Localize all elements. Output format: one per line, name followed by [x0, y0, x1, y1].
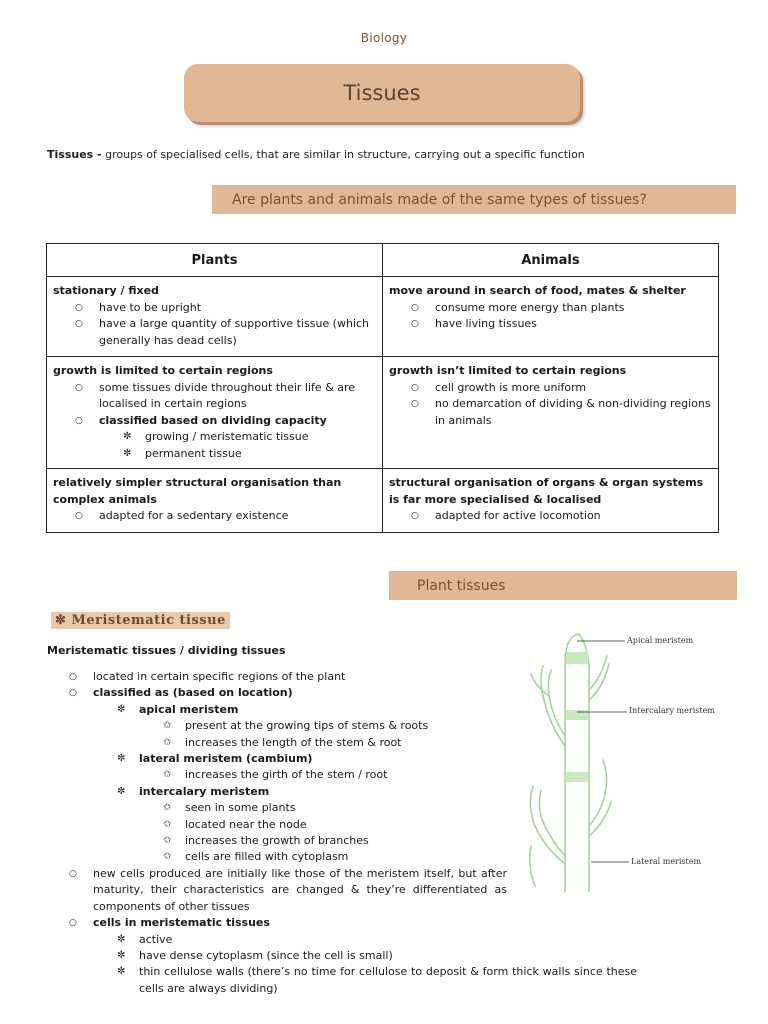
note-point: ✩ cells are filled with cytoplasm: [47, 849, 507, 865]
note-item: ○ located in certain specific regions of the plant: [47, 669, 507, 685]
table-row: [47, 277, 719, 357]
apical-meristem-label: Apical meristem: [627, 636, 694, 645]
note-point: ✩ increases the growth of branches: [47, 833, 507, 849]
note-point: ✩ located near the node: [47, 817, 507, 833]
cell-bullet: ○ classified based on dividing capacity: [53, 413, 376, 430]
title-banner: [184, 64, 580, 122]
page-title: Tissues: [343, 81, 421, 105]
plants-cell: [47, 357, 383, 469]
meristematic-notes: [47, 669, 637, 997]
cell-subbullet: ✼ permanent tissue: [53, 446, 376, 463]
stem-illustration: [505, 626, 737, 894]
plant-tissues-bar: Plant tissues: [389, 571, 737, 600]
animals-cell: [383, 277, 719, 357]
animals-header: Animals: [383, 244, 719, 277]
cell-bullet: ○ some tissues divide throughout their life & are localised in certain regions: [53, 380, 376, 413]
definition-text: groups of specialised cells, that are similar in structure, carrying out a specific function: [105, 148, 585, 161]
table-row: [47, 357, 719, 469]
note-point: ✩ increases the girth of the stem / root: [47, 767, 507, 783]
meristematic-heading-text: Meristematic tissue: [71, 613, 226, 628]
note-subheading: ✼ apical meristem: [47, 702, 507, 718]
subject-label: Biology: [360, 31, 408, 45]
cell-bullet: ○ cell growth is more uniform: [389, 380, 712, 397]
plants-cell: [47, 277, 383, 357]
note-subheading: ✼ lateral meristem (cambium): [47, 751, 507, 767]
cell-bullet: ○ no demarcation of dividing & non-dividing regions in animals: [389, 396, 712, 429]
tissue-definition: [47, 148, 585, 161]
table-row: [47, 469, 719, 533]
intercalary-band-lower: [566, 772, 588, 782]
cell-heading: relatively simpler structural organisation than complex animals: [53, 476, 342, 506]
cell-bullet: ○ adapted for active locomotion: [389, 508, 712, 525]
cell-bullet: ○ adapted for a sedentary existence: [53, 508, 376, 525]
intercalary-band-upper: [566, 710, 588, 720]
note-subpoint: ✼ thin cellulose walls (there’s no time for cellulose to deposit & form thick walls since these cells are always dividing): [47, 964, 637, 997]
note-point: ✩ increases the length of the stem & root: [47, 735, 507, 751]
cell-bullet: ○ have living tissues: [389, 316, 712, 333]
cell-bullet: ○ have to be upright: [53, 300, 376, 317]
animals-cell: [383, 357, 719, 469]
comparison-table: [46, 243, 719, 533]
cell-bullet: ○ consume more energy than plants: [389, 300, 712, 317]
animals-cell: [383, 469, 719, 533]
question-bar: Are plants and animals made of the same types of tissues?: [212, 185, 736, 214]
cell-heading: move around in search of food, mates & shelter: [389, 284, 686, 297]
definition-term: Tissues -: [47, 148, 102, 161]
meristematic-subheading: Meristematic tissues / dividing tissues: [47, 644, 286, 657]
note-subheading: ✼ intercalary meristem: [47, 784, 507, 800]
asterisk-icon: ✼: [55, 613, 67, 628]
plants-cell: [47, 469, 383, 533]
note-item: ○ cells in meristematic tissues: [47, 915, 507, 931]
apical-band: [566, 652, 588, 664]
cell-heading: stationary / fixed: [53, 284, 159, 297]
note-subpoint: ✼ active: [47, 932, 507, 948]
cell-heading: growth isn’t limited to certain regions: [389, 364, 627, 377]
intercalary-meristem-label: Intercalary meristem: [629, 706, 715, 715]
cell-subbullet: ✼ growing / meristematic tissue: [53, 429, 376, 446]
note-item: ○ new cells produced are initially like those of the meristem itself, but after maturity, their characteristics are changed & they’re differentiated as components of other tissues: [47, 866, 507, 915]
plants-header: Plants: [47, 244, 383, 277]
note-item: ○ classified as (based on location): [47, 685, 507, 701]
cell-heading: structural organisation of organs & organ systems is far more specialised & localised: [389, 476, 704, 506]
note-point: ✩ present at the growing tips of stems & roots: [47, 718, 507, 734]
table-header-row: [47, 244, 719, 277]
lateral-meristem-label: Lateral meristem: [631, 857, 702, 866]
note-point: ✩ seen in some plants: [47, 800, 507, 816]
meristematic-heading: [51, 612, 230, 629]
cell-heading: growth is limited to certain regions: [53, 364, 273, 377]
meristem-diagram: [505, 626, 737, 894]
cell-bullet: ○ have a large quantity of supportive tissue (which generally has dead cells): [53, 316, 376, 349]
note-subpoint: ✼ have dense cytoplasm (since the cell is small): [47, 948, 637, 964]
